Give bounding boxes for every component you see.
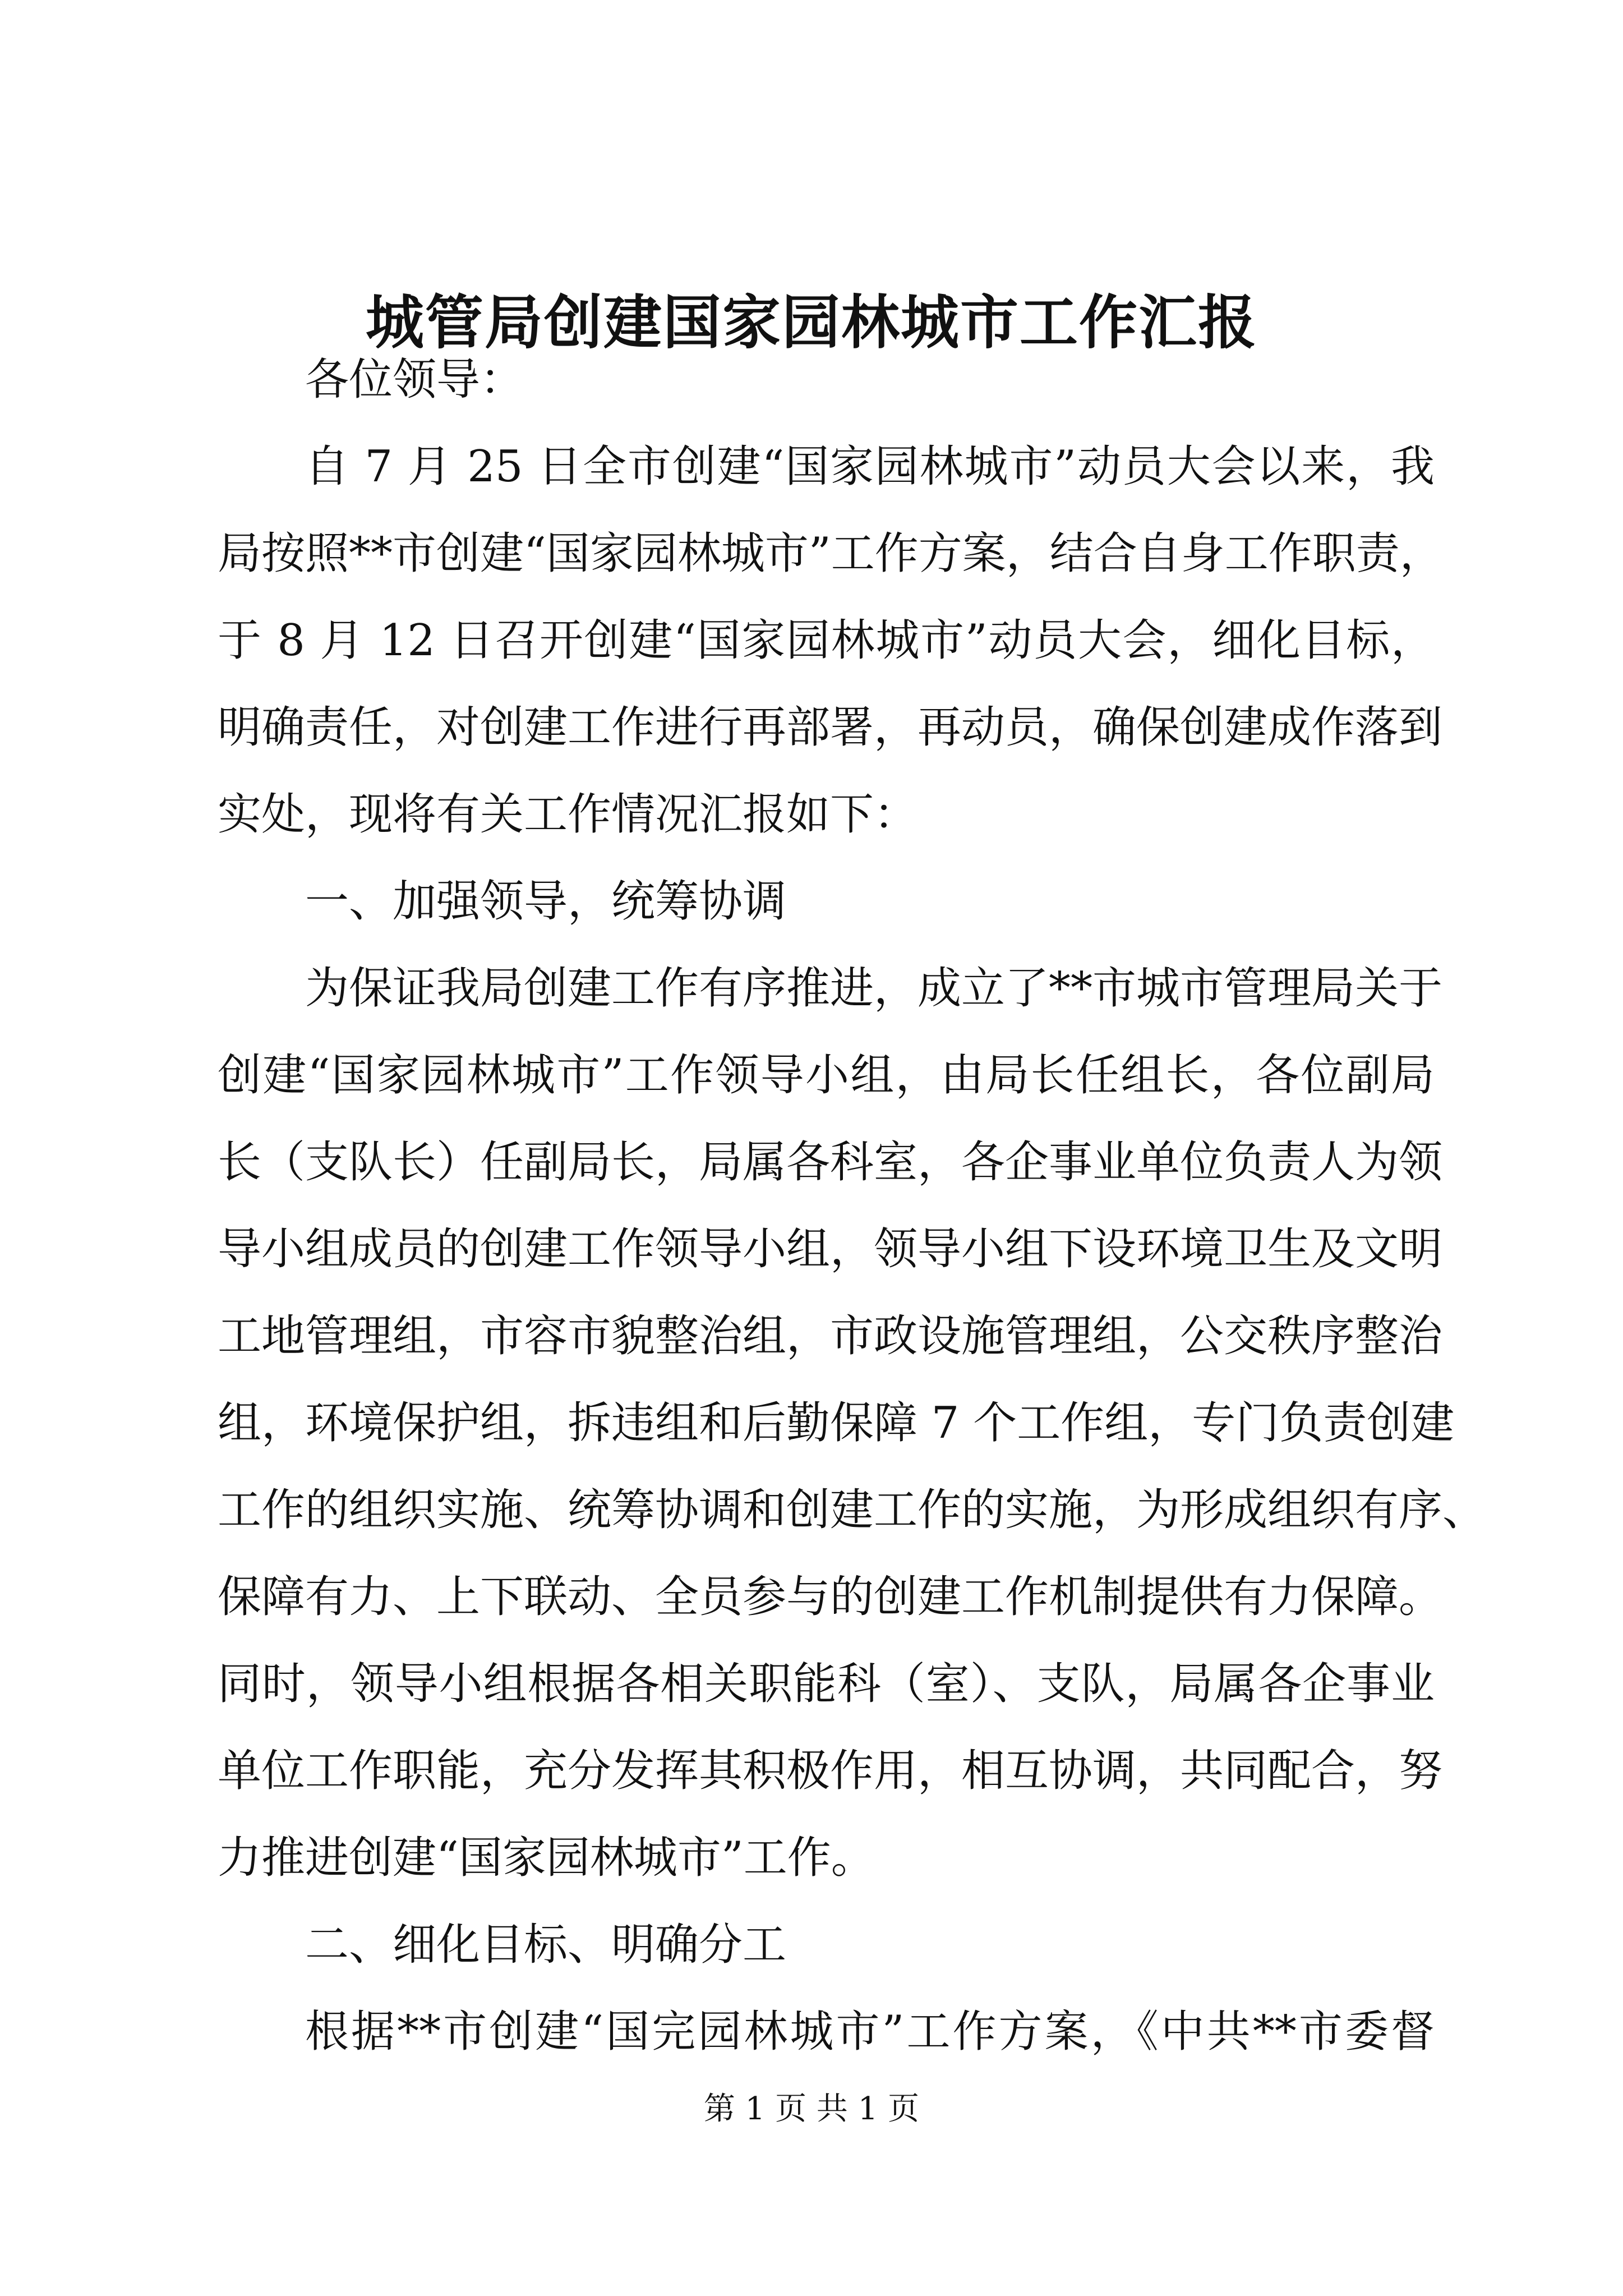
paragraph-line: 单位工作职能，充分发挥其积极作用，相互协调，共同配合，努: [218, 1746, 1443, 1796]
paragraph-leadership: [218, 945, 1487, 1902]
paragraph-line: 力推进创建“国家园林城市”工作。: [218, 1833, 875, 1883]
paragraph-line: 导小组成员的创建工作领导小组，领导小组下设环境卫生及文明: [218, 1224, 1443, 1274]
document-title: 城管局创建国家园林城市工作汇报: [365, 288, 1257, 357]
paragraph-line: 同时，领导小组根据各相关职能科（室）、支队，局属各企事业: [218, 1659, 1435, 1709]
paragraph-targets: [218, 1989, 1435, 2076]
section-heading-1: 一、加强领导，统筹协调: [305, 876, 787, 927]
paragraph-line: 自 7 月 25 日全市创建“国家园林城市”动员大会以来，我: [305, 441, 1435, 492]
paragraph-line: 工地管理组，市容市貌整治组，市政设施管理组，公交秩序整治: [218, 1311, 1443, 1361]
paragraph-line: 组，环境保护组，拆违组和后勤保障 7 个工作组，专门负责创建: [218, 1398, 1455, 1448]
paragraph-line: 明确责任，对创建工作进行再部署，再动员，确保创建成作落到: [218, 702, 1443, 753]
paragraph-line: 创建“国家园林城市”工作领导小组，由局长任组长，各位副局: [218, 1050, 1435, 1101]
page-footer: 第 1 页 共 1 页: [703, 2091, 920, 2127]
paragraph-line: 工作的组织实施、统筹协调和创建工作的实施，为形成组织有序、: [218, 1485, 1487, 1535]
paragraph-line: 根据**市创建“国完园林城市”工作方案，《中共**市委督: [305, 2007, 1435, 2057]
paragraph-line: 长（支队长）任副局长，局属各科室，各企事业单位负责人为领: [218, 1137, 1443, 1188]
paragraph-intro: [218, 424, 1444, 858]
section-heading-2: 二、细化目标、明确分工: [305, 1920, 787, 1970]
paragraph-line: 保障有力、上下联动、全员参与的创建工作机制提供有力保障。: [218, 1572, 1443, 1622]
paragraph-line: 局按照**市创建“国家园林城市”工作方案，结合自身工作职责，: [218, 528, 1444, 579]
paragraph-line: 为保证我局创建工作有序推进，成立了**市城市管理局关于: [305, 963, 1443, 1014]
paragraph-line: 于 8 月 12 日召开创建“国家园林城市”动员大会，细化目标，: [218, 615, 1435, 666]
document-body: [218, 337, 1487, 2076]
paragraph-line: 实处，现将有关工作情况汇报如下：: [218, 789, 918, 840]
greeting: 各位领导：: [305, 355, 524, 405]
